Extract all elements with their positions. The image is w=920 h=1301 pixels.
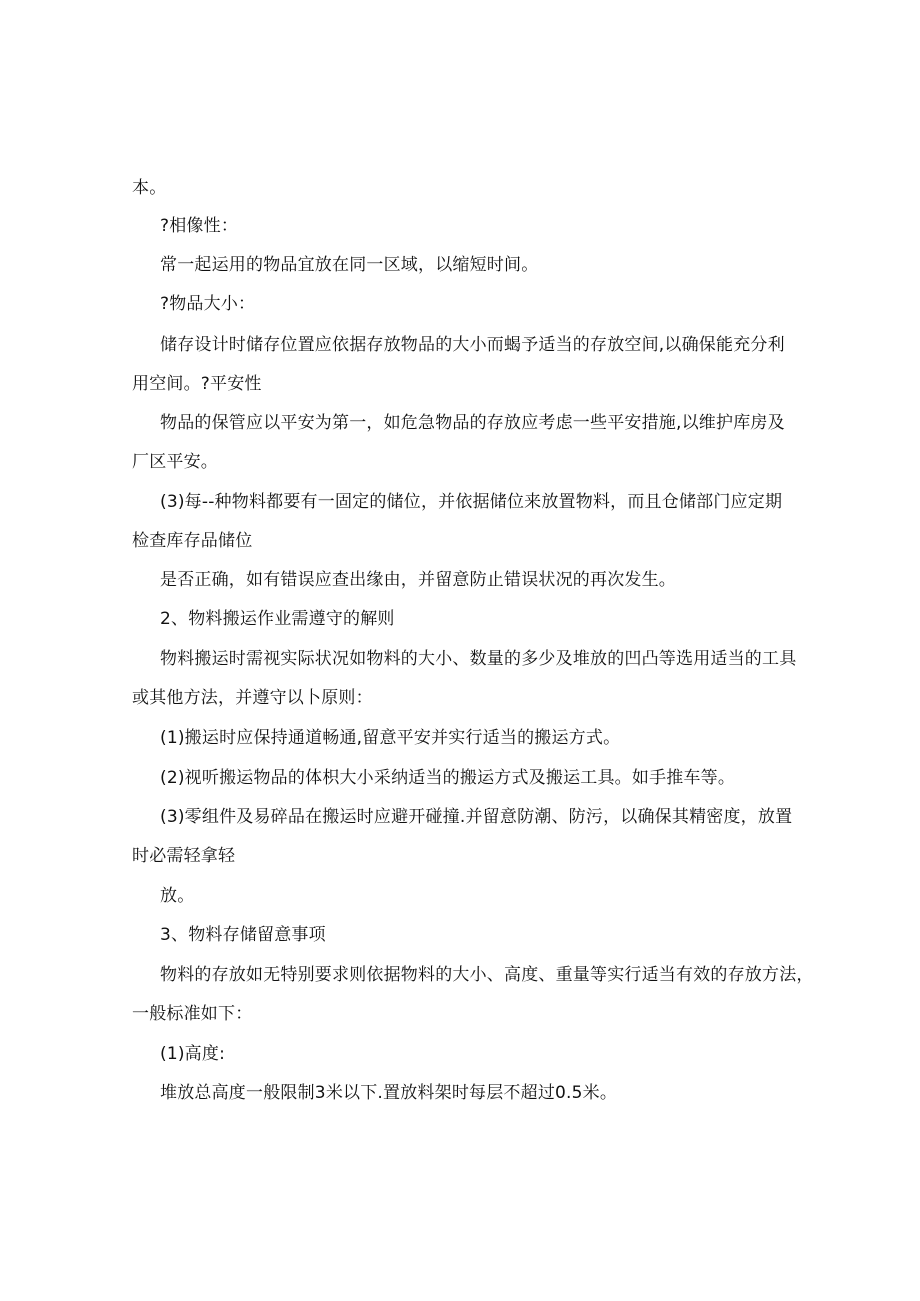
text-line: 3、物料存储留意事项 [160,925,326,945]
text-line: 储存设计时储存位置应依据存放物品的大小而蝎予适当的存放空间,以确保能充分利 [160,335,785,355]
text-line: ?相像性： [160,216,239,236]
text-line: 用空间。?平安性 [132,374,262,394]
text-line: (3)每--种物料都要有一固定的储位，并依据储位来放置物料，而且仓储部门应定期 [160,492,783,512]
text-line: 一般标准如下： [132,1004,253,1024]
text-line: 检查库存品储位 [132,531,253,551]
text-line: 或其他方法，并遵守以卜原则： [132,688,373,708]
text-line: 物料搬运时需视实际状况如物料的大小、数量的多少及堆放的凹凸等选用适当的工具 [160,649,797,669]
text-line: (2)视听搬运物品的体枳大小采纳适当的搬运方式及搬运工具。如手推车等。 [160,768,736,788]
text-line: 堆放总高度一般限制3米以下.置放料架时每层不超过0.5米。 [160,1083,618,1103]
text-line: 放。 [160,886,195,906]
text-line: 时必需轻拿轻 [132,846,236,866]
text-line: 常一起运用的物品宜放在同一区域，以缩短时间。 [160,255,539,275]
text-line: 2、物料搬运作业需遵守的解则 [160,609,395,629]
text-line: 物品的保管应以平安为第一，如危急物品的存放应考虑一些平安措施,以维护库房及 [160,413,785,433]
text-line: (3)零组件及易碎品在搬运时应避开碰撞.并留意防潮、防污，以确保其精密度，放置 [160,807,793,827]
text-line: (1)搬运时应保持通道畅通,留意平安并实行适当的搬运方式。 [160,728,621,748]
text-line: 本。 [132,178,167,198]
text-line: 物料的存放如无特别要求则依据物料的大小、高度、重量等实行适当有效的存放方法， [160,965,814,985]
text-line: 是否正确，如有错误应查出缘由，并留意防止错误状况的再次发生。 [160,570,676,590]
text-line: (1)高度: [160,1044,226,1064]
text-line: ?物品大小： [160,294,256,314]
text-line: 厂区平安。 [132,452,218,472]
